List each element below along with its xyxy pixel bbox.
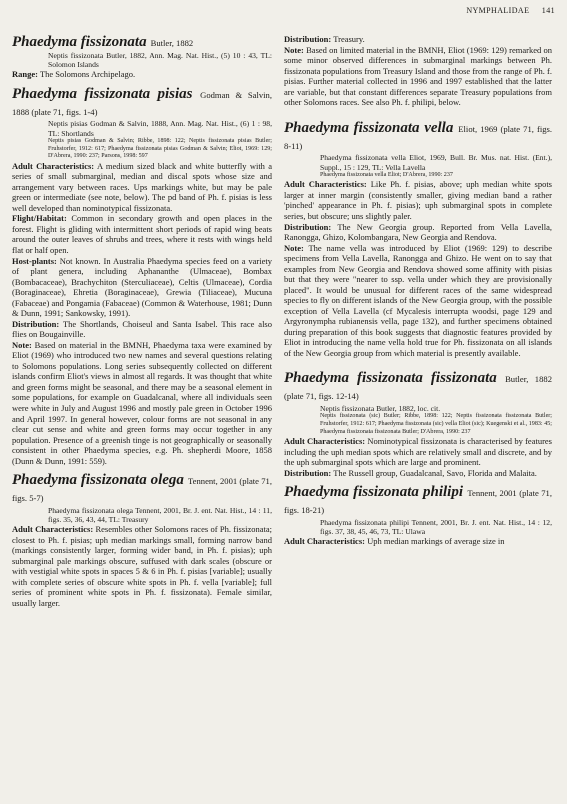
distribution-paragraph: Distribution: Treasury. [284, 34, 365, 44]
header-family: NYMPHALIDAE [466, 6, 530, 15]
note-paragraph: Note: The name vella was introduced by Eliot (1969: 129) to describe specimens from Vella Lavella, Ranongga and Ghizo. He went on to say that examples from New Georgia and Rendova showed some affinity with pisias but that they were "nearer to ssp. vella under which they are provisionally placed". It would be unusual for different races of the same widespread species to fly on different islands of the New Georgia group, with the possible exception of Vella Lavella (cf Mycalesis interrupta woodsi, page 129 and Argyronympha rubianensis vella, page 132), and further specimens obtained during preparation of this book suggests that diagnostic features provided by Eliot in introducing the name vella hold true for Ph. fissizonata on all islands of the New Georgia group from which material is presently available. [284, 242, 552, 358]
host-plants-paragraph: Host-plants: Not known. In Australia Phaedyma species feed on a variety of plant genera, including Aphananthe (Ulmaceae), Bombax (Bombacaceae), Brachychiton (Sterculiaceae), Celtis (Ulmaceae), Cordia (Boraginaceae), Ehretia (Boraginaceae), Grewia (Tiliaceae), Mucuna (Fabaceae) and Pongamia (Fabaceae) (Common & Waterhouse, 1981; Dunn & Dunn, 1991; Sankowsky, 1991). [12, 255, 272, 319]
adult-paragraph: Adult Characteristics: A medium sized black and white butterfly with a series of small submarginal, median and discal spots whose size and arrangement vary between races. Ups markings white, but may be pale green or intermediate (see note, below). The pd band of Ph. f. pisias is less well developed than nominotypical fissizonata. [12, 160, 272, 213]
taxon-heading-vella: Phaedyma fissizonata vella Eliot, 1969 (plate 71, figs. 8-11) [284, 119, 553, 151]
running-header [466, 6, 555, 15]
range-paragraph: Range: The Solomons Archipelago. [12, 69, 136, 80]
taxon-heading-fissizonata: Phaedyma fissizonata Butler, 1882 [12, 34, 194, 50]
left-column [12, 34, 272, 609]
distribution-paragraph: Distribution: The Shortlands, Choiseul and Santa Isabel. This race also flies on Bougainville. [12, 318, 272, 340]
citation: Neptis fissizonata Butler, 1882, Ann. Mag. Nat. Hist., (5) 10 : 43, TL: Solomon Islands [48, 50, 272, 70]
adult-paragraph: Adult Characteristics: Resembles other Solomons races of Ph. fissizonata; closest to Ph. f. pisias; uph median markings small, forming narrow band (markings consistently larger, forming wider band, in Ph. f. pisias); uph submarginal pale markings obscure, suffused with dark scales (obscure or with vestigial white spots in spaces 5 & 6 in Ph. f. pisias [variable]; usually with complete series of obscure white spots in Ph. f. vella [variable]; full series of prominent white spots in Ph. f. fissizonata). Female similar, usually larger. [12, 524, 272, 608]
taxon-heading-olega: Phaedyma fissizonata olega Tennent, 2001 (plate 71, figs. 5-7) [12, 472, 272, 503]
citation: Phaedyma fissizonata olega Tennent, 2001, Br. J. ent. Nat. Hist., 14 : 11, figs. 35, 36, 43, 44, TL: Treasury [48, 505, 272, 524]
note-paragraph: Note: Based on limited material in the BMNH, Eliot (1969: 129) remarked on some minor observed differences in submarginal markings between Ph. fissizonata populations from Treasury Island and those from the range of Ph. f. pisias. Further material collected in 1996 and 1997 established that the latter are variable, but that constant differences separate Treasury populations from other Solomons races. See also Ph. f. philipi, below. [284, 44, 553, 108]
citation: Neptis pisias Godman & Salvin, 1888, Ann. Mag. Nat. Hist., (6) 1 : 98, TL: Shortlands [48, 119, 272, 138]
adult-paragraph: Adult Characteristics: Nominotypical fissizonata is characterised by features including the uph median spots which are relatively small and discrete, and by the uph submarginal spots which are large and prominent. [284, 436, 552, 468]
synonymy: Neptis fissizonata (sic) Butler; Ribbe, 1898: 122; Neptis fissizonata fissizonata Butler; Fruhstorfer, 1912: 617; Phaedyma fissizonata (sic) vella Eliot (sic); Kuegenski et al., 1983: 45; Phaedyma fissizonata fissizonata Butler; D'Abrera, 1990: 237 [320, 413, 552, 435]
taxon-heading-fissizonata-fissizonata: Phaedyma fissizonata fissizonata Butler, 1882 (plate 71, figs. 12-14) [284, 370, 552, 402]
note-paragraph: Note: Based on material in the BMNH, Phaedyma taxa were examined by Eliot (1969) who introduced two new names and several questions relating to Solomons populations. Long series subsequently collected on different islands confirm Eliot's views in almost all regards. It was thought that white and green forms might be seasonal, and there may be a seasonal element in some populations, for example on Guadalcanal, where all individuals seen were white in July and August 1996 and mostly pale green in October 1996 and April 1997. In general however, colour forms are not seasonal in any clear cut sense and white and green forms may occur together in any population. Presence of a greenish tinge is not geographically or seasonally consistent in other Phaedyma species, e.g. Ph. shepherdi Moore, 1858 (Dunn & Dunn, 1991: 559). [12, 339, 273, 466]
distribution-paragraph: Distribution: The New Georgia group. Reported from Vella Lavella, Ranongga, Ghizo, Kolombangara, New Georgia and Rendova. [284, 221, 552, 243]
taxon-heading-philipi: Phaedyma fissizonata philipi Tennent, 2001 (plate 71, figs. 18-21) [284, 484, 552, 516]
synonymy: Phaedyma fissizonata vella Eliot; D'Abrera, 1990: 237 [320, 171, 453, 178]
adult-paragraph: Adult Characteristics: Uph median markings of average size in [284, 536, 505, 547]
citation: Phaedyma fissizonata philipi Tennent, 2001, Br. J. ent. Nat. Hist., 14 : 12, figs. 37, 38, 45, 46, 73, TL: Ulawa [320, 517, 552, 537]
taxon-heading-pisias: Phaedyma fissizonata pisias Godman & Salvin, 1888 (plate 71, figs. 1-4) [12, 85, 272, 117]
right-column [284, 34, 552, 547]
citation: Phaedyma fissizonata vella Eliot, 1969, Bull. Br. Mus. nat. Hist. (Ent.), Suppl., 15 : 129, TL: Vella Lavella [320, 153, 552, 172]
distribution-paragraph: Distribution: The Russell group, Guadalcanal, Savo, Florida and Malaita. [284, 467, 537, 478]
citation: Neptis fissizonata Butler, 1882, loc. cit. [320, 404, 441, 414]
page-number: 141 [541, 6, 555, 15]
synonymy: Neptis pisias Godman & Salvin; Ribbe, 1898: 122; Neptis fissizonata pisias Butler; Fruhstorfer, 1912: 617; Phaedyma fissizonata pisias Godman & Salvin; Eliot, 1969: 129; D'Abrera, 1990: 237; Parsons, 1998: 597 [48, 137, 272, 160]
adult-paragraph: Adult Characteristics: Like Ph. f. pisias, above; uph median white spots larger at inner margin (consistently smaller, giving median band a rather 'pinched' appearance in Ph. f. pisias); uph submarginal spots in complete series, but obscure; uns slightly paler. [284, 179, 552, 222]
flight-paragraph: Flight/Habitat: Common in secondary growth and open places in the forest. Flight is gliding with intermittent short periods of rapid wing beats around the outer leaves of shrubs and trees, where it rests with wings held flat or half open. [12, 213, 273, 255]
